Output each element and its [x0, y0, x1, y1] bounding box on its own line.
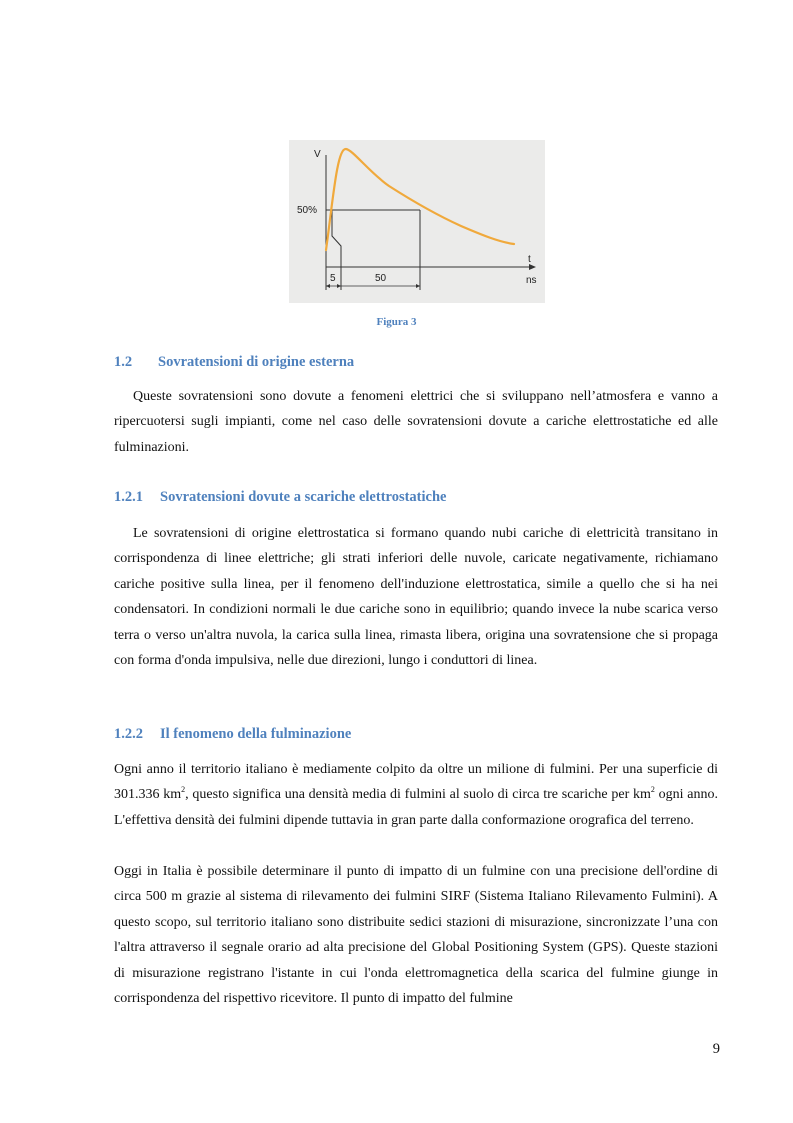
subsection-number: 1.2.2: [114, 726, 143, 742]
front-time-label: 5: [330, 273, 336, 284]
figure-caption: Figura 3: [376, 316, 417, 328]
text-run: , questo significa una densità media di fulmini al suolo di circa tre scariche per km: [185, 787, 651, 803]
t-axis-label: t: [528, 254, 531, 265]
superscript: 2: [650, 784, 655, 794]
unit-label: ns: [526, 275, 537, 286]
subsection-heading: [114, 489, 446, 506]
text-run: Ogni anno il territorio italiano è mediamente colpito da oltre un milione di fulmini. Per una superficie di 301.336 km: [114, 762, 718, 803]
waveform-diagram: [289, 140, 545, 303]
subsection-number: 1.2.1: [114, 489, 143, 505]
v-axis-label: V: [314, 149, 321, 160]
section-heading: [114, 354, 354, 371]
page-number: 9: [712, 1041, 720, 1057]
text-run: ogni anno. L'effettiva densità dei fulmini dipende tuttavia in gran parte dalla conformazione orografica del terreno.: [114, 787, 719, 828]
dim-arrow-mid: [337, 284, 341, 288]
paragraph: [114, 757, 718, 833]
paragraph: Le sovratensioni di origine elettrostatica si formano quando nubi cariche di elettricità transitano in corrispondenza di linee elettriche; gli strati inferiori delle nuvole, caricate negativamente, richiamano cariche positive sulla linea, per il fenomeno dell'induzione elettrostatica, simile a quello che si ha nei condensatori. In condizioni normali le due cariche sono in equilibrio; quando invece la nube scarica verso terra o verso un'altra nuvola, la carica sulla linea, rimasta libera, origina una sovratensione che si propaga con forma d'onda impulsiva, nelle due direzioni, lungo i conduttori di linea.: [114, 526, 718, 669]
section-title: Sovratensioni di origine esterna: [158, 354, 355, 370]
subsection-heading: [114, 726, 351, 743]
tail-time-label: 50: [375, 273, 387, 284]
dim-arrow-right: [416, 284, 420, 288]
section-number: 1.2: [114, 354, 133, 370]
level-label: 50%: [297, 205, 318, 216]
subsection-title: Il fenomeno della fulminazione: [160, 726, 352, 742]
superscript: 2: [181, 784, 186, 794]
impulse-waveform-figure: [289, 140, 545, 303]
subsection-title: Sovratensioni dovute a scariche elettrostatiche: [160, 489, 447, 505]
dim-arrow-left: [326, 284, 330, 288]
paragraph: Oggi in Italia è possibile determinare il punto di impatto di un fulmine con una precisione dell'ordine di circa 500 m grazie al sistema di rilevamento dei fulmini SIRF (Sistema Italiano Rilevamento Fulmini). A questo scopo, sul territorio italiano sono distribuite sedici stazioni di misurazione, sincronizzate l’una con l'altra attraverso il segnale orario ad alta precisione del Global Positioning System (GPS). Queste stazioni di misurazione registrano l'istante in cui l'onda elettromagnetica della scarica del fulmine giunge in corrispondenza del rispettivo ricevitore. Il punto di impatto del fulmine: [114, 864, 718, 1007]
paragraph: Queste sovratensioni sono dovute a fenomeni elettrici che si sviluppano nell’atmosfera e vanno a ripercuotersi sugli impianti, come nel caso delle sovratensioni dovute a cariche elettrostatiche ed alle fulminazioni.: [114, 389, 718, 455]
